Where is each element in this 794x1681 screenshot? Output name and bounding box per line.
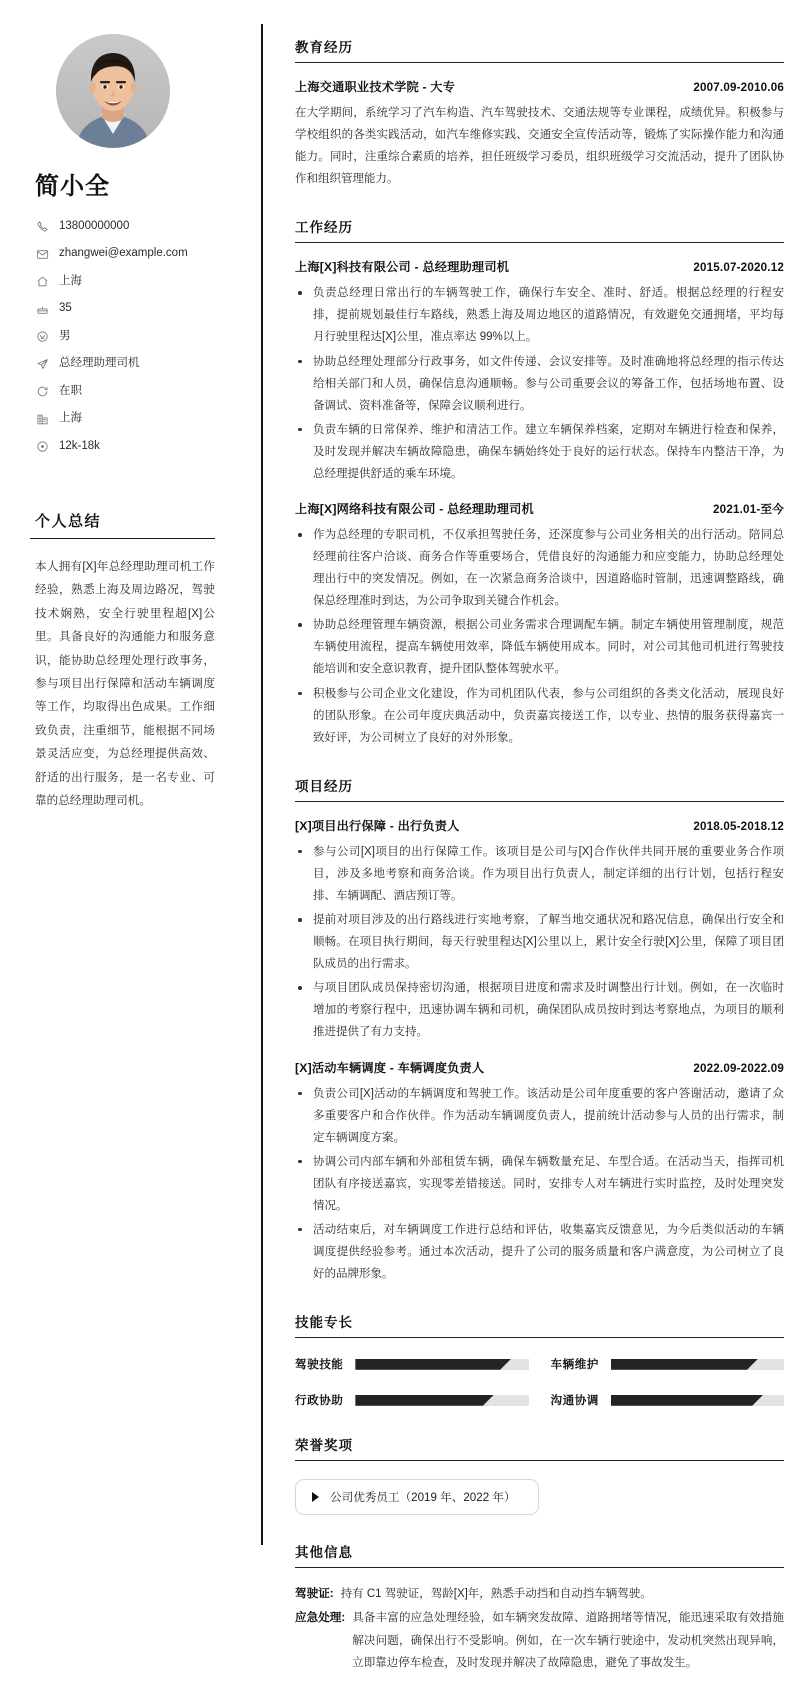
work-entry-title: 上海[X]科技有限公司 - 总经理助理司机 xyxy=(295,260,510,275)
skill-progress-track xyxy=(355,1395,528,1406)
education-entry-date: 2007.09-2010.06 xyxy=(693,81,784,94)
other-info-label: 应急处理: xyxy=(295,1611,346,1625)
skills-section xyxy=(295,1311,784,1408)
coin-icon xyxy=(35,439,50,454)
summary-body: 本人拥有[X]年总经理助理司机工作经验，熟悉上海及周边路况，驾驶技术娴熟，安全行驶里程超[X]公里。具备良好的沟通能力和服务意识，能协助总经理处理行政事务，参与项目出行保障和活动车辆调度等工作，均取得出色成果。工作细致负责，注重细节，能根据不同场景灵活应变，为总经理提供高效、舒适的出行服务，是一名专业、可靠的总经理助理司机。 xyxy=(35,560,215,808)
project-entry-date: 2018.05-2018.12 xyxy=(693,819,784,833)
skills-heading: 技能专长 xyxy=(295,1311,784,1338)
contact-list xyxy=(35,219,231,454)
project-entry-head xyxy=(295,1059,784,1076)
skill-label: 车辆维护 xyxy=(550,1358,599,1372)
skill-progress-fill xyxy=(355,1395,493,1406)
projects-section xyxy=(295,775,784,1285)
other-info-label: 驾驶证: xyxy=(295,1587,334,1601)
contact-age-value: 35 xyxy=(59,302,72,315)
work-entry xyxy=(295,500,784,749)
skill-label: 沟通协调 xyxy=(550,1394,599,1408)
contact-location xyxy=(35,274,231,289)
list-item: 负责车辆的日常保养、维护和清洁工作。建立车辆保养档案，定期对车辆进行检查和保养，及时发现并解决车辆故障隐患，确保车辆始终处于良好的运行状态。保持车内整洁干净，为总经理提供舒适的乘车环境。 xyxy=(295,419,784,485)
contact-salary-value: 12k-18k xyxy=(59,439,100,452)
skill-progress-track xyxy=(355,1359,528,1370)
list-item: 负责总经理日常出行的车辆驾驶工作，确保行车安全、准时、舒适。根据总经理的行程安排，提前规划最佳行车路线，熟悉上海及周边地区的道路情况，有效避免交通拥堵，平均每月行驶里程达[X]公里，准点率达 99%以上。 xyxy=(295,282,784,348)
contact-email-value: zhangwei@example.com xyxy=(59,247,188,260)
contact-phone xyxy=(35,219,231,234)
awards-section xyxy=(295,1434,784,1515)
work-entry xyxy=(295,258,784,485)
other-info-heading: 其他信息 xyxy=(295,1541,784,1568)
contact-status xyxy=(35,384,231,399)
education-section xyxy=(295,36,784,190)
project-entry-title: [X]活动车辆调度 - 车辆调度负责人 xyxy=(295,1060,485,1075)
contact-phone-value: 13800000000 xyxy=(59,219,130,232)
work-entry-bullets xyxy=(295,524,784,749)
contact-gender-value: 男 xyxy=(59,329,71,342)
person-name: 简小全 xyxy=(35,173,110,200)
work-entry-date: 2021.01-至今 xyxy=(713,503,784,517)
project-entry-bullets xyxy=(295,1083,784,1286)
project-entry-date: 2022.09-2022.09 xyxy=(693,1061,784,1075)
other-info-row xyxy=(295,1607,784,1673)
project-entry xyxy=(295,817,784,1044)
list-item: 与项目团队成员保持密切沟通，根据项目进度和需求及时调整出行计划。例如，在一次临时增加的考察行程中，迅速协调车辆和司机，确保团队成员按时到达考察地点，为项目的顺利推进提供了有力支持。 xyxy=(295,977,784,1043)
project-entry xyxy=(295,1059,784,1286)
education-entry-paragraph: 在大学期间，系统学习了汽车构造、汽车驾驶技术、交通法规等专业课程，成绩优异。积极参与学校组织的各类实践活动，如汽车维修实践、交通安全宣传活动等，锻炼了实际操作能力和沟通能力。同时，注重综合素质的培养，担任班级学习委员，组织班级学习交流活动，提升了团队协作和组织管理能力。 xyxy=(295,107,784,186)
skill-label: 行政协助 xyxy=(295,1394,344,1408)
list-item: 积极参与公司企业文化建设，作为司机团队代表，参与公司组织的各类文化活动，展现良好的团队形象。在公司年度庆典活动中，负责嘉宾接送工作，以专业、热情的服务获得嘉宾一致好评，为公司树立了良好的对外形象。 xyxy=(295,683,784,749)
work-heading: 工作经历 xyxy=(295,216,784,243)
triangle-right-icon xyxy=(312,1492,319,1502)
refresh-icon xyxy=(35,384,50,399)
list-item: 协助总经理处理部分行政事务，如文件传递、会议安排等。及时准确地将总经理的指示传达给相关部门和人员，确保信息沟通顺畅。参与公司重要会议的筹备工作，包括场地布置、设备调试、资料准备等，保障会议顺利进行。 xyxy=(295,351,784,417)
work-entry-title: 上海[X]网络科技有限公司 - 总经理助理司机 xyxy=(295,502,534,517)
award-item[interactable] xyxy=(295,1479,539,1515)
list-item: 作为总经理的专职司机，不仅承担驾驶任务，还深度参与公司业务相关的出行活动。陪同总经理前往客户洽谈、商务合作等重要场合，凭借良好的沟通能力和应变能力，协助总经理处理出行中的突发情况。例如，在一次紧急商务洽谈中，因道路临时管制，迅速调整路线，确保总经理准时到达，为公司争取到关键合作机会。 xyxy=(295,524,784,612)
skill-progress-track xyxy=(611,1395,784,1406)
award-label: 公司优秀员工（2019 年、2022 年） xyxy=(330,1491,516,1505)
contact-location-value: 上海 xyxy=(59,274,82,287)
education-entry-head xyxy=(295,78,784,95)
awards-list xyxy=(295,1479,784,1515)
skill-item xyxy=(551,1392,785,1408)
work-section xyxy=(295,216,784,748)
contact-city-value: 上海 xyxy=(59,412,82,425)
list-item: 活动结束后，对车辆调度工作进行总结和评估，收集嘉宾反馈意见，为今后类似活动的车辆调度提供经验参考。通过本次活动，提升了公司的服务质量和客户满意度，为公司树立了良好的品牌形象。 xyxy=(295,1219,784,1285)
other-info-list xyxy=(295,1583,784,1673)
work-entry-date: 2015.07-2020.12 xyxy=(693,261,784,275)
work-entry-head xyxy=(295,500,784,517)
portrait-photo-icon xyxy=(56,34,170,148)
contact-email xyxy=(35,247,231,262)
contact-salary xyxy=(35,439,231,454)
other-info-value: 持有 C1 驾驶证，驾龄[X]年，熟悉手动挡和自动挡车辆驾驶。 xyxy=(340,1588,652,1601)
summary-heading: 个人总结 xyxy=(30,510,215,539)
contact-age xyxy=(35,302,231,317)
project-entry-head xyxy=(295,817,784,834)
skill-item xyxy=(551,1356,785,1372)
skill-label: 驾驶技能 xyxy=(295,1358,344,1372)
project-entry-bullets xyxy=(295,841,784,1044)
projects-heading: 项目经历 xyxy=(295,775,784,802)
list-item: 提前对项目涉及的出行路线进行实地考察，了解当地交通状况和路况信息，确保出行安全和顺畅。在项目执行期间，每天行驶里程达[X]公里以上，累计安全行驶[X]公里，保障了项目团队成员的出行需求。 xyxy=(295,909,784,975)
paper-plane-icon xyxy=(35,357,50,372)
list-item: 协调公司内部车辆和外部租赁车辆，确保车辆数量充足、车型合适。在活动当天，指挥司机团队有序接送嘉宾，实现零差错接送。同时，安排专人对车辆进行实时监控，及时处理突发情况。 xyxy=(295,1151,784,1217)
skill-progress-fill xyxy=(355,1359,511,1370)
skill-item xyxy=(295,1392,529,1408)
other-info-value: 具备丰富的应急处理经验，如车辆突发故障、道路拥堵等情况，能迅速采取有效措施解决问题，确保出行不受影响。例如，在一次车辆行驶途中，发动机突然出现异响，立即靠边停车检查，及时发现并解决了故障隐患，避免了事故发生。 xyxy=(352,1612,784,1669)
skill-progress-fill xyxy=(611,1395,763,1406)
envelope-icon xyxy=(35,247,50,262)
work-entry-bullets xyxy=(295,282,784,485)
education-heading: 教育经历 xyxy=(295,36,784,63)
gender-icon xyxy=(35,329,50,344)
avatar xyxy=(56,34,170,148)
skill-item xyxy=(295,1356,529,1372)
education-entry xyxy=(295,78,784,190)
phone-icon xyxy=(35,219,50,234)
contact-gender xyxy=(35,329,231,344)
contact-status-value: 在职 xyxy=(59,384,82,397)
cake-icon xyxy=(35,302,50,317)
building-icon xyxy=(35,412,50,427)
project-entry-title: [X]项目出行保障 - 出行负责人 xyxy=(295,818,460,833)
contact-city xyxy=(35,412,231,427)
skills-grid xyxy=(295,1356,784,1408)
other-info-row xyxy=(295,1583,784,1605)
work-entry-head xyxy=(295,258,784,275)
awards-heading: 荣誉奖项 xyxy=(295,1434,784,1461)
list-item: 协助总经理管理车辆资源，根据公司业务需求合理调配车辆。制定车辆使用管理制度，规范车辆使用流程，提高车辆使用效率，降低车辆使用成本。同时，对公司其他司机进行驾驶技能培训和安全意识教育，提升团队整体驾驶水平。 xyxy=(295,614,784,680)
contact-position-value: 总经理助理司机 xyxy=(59,357,140,370)
list-item: 参与公司[X]项目的出行保障工作。该项目是公司与[X]合作伙伴共同开展的重要业务合作项目，涉及多地考察和商务洽谈。作为项目出行负责人，制定详细的出行计划，包括行程安排、车辆调配、酒店预订等。 xyxy=(295,841,784,907)
skill-progress-fill xyxy=(611,1359,758,1370)
other-info-section xyxy=(295,1541,784,1673)
sidebar xyxy=(0,0,261,812)
contact-position xyxy=(35,357,231,372)
skill-progress-track xyxy=(611,1359,784,1370)
education-entry-title: 上海交通职业技术学院 - 大专 xyxy=(295,80,456,94)
column-divider xyxy=(261,24,263,1545)
summary-section xyxy=(30,510,231,812)
list-item: 负责公司[X]活动的车辆调度和驾驶工作。该活动是公司年度重要的客户答谢活动，邀请了众多重要客户和合作伙伴。作为活动车辆调度负责人，提前统计活动参与人员的出行需求，制定车辆调度方案。 xyxy=(295,1083,784,1149)
main-content xyxy=(261,0,794,1681)
home-icon xyxy=(35,274,50,289)
